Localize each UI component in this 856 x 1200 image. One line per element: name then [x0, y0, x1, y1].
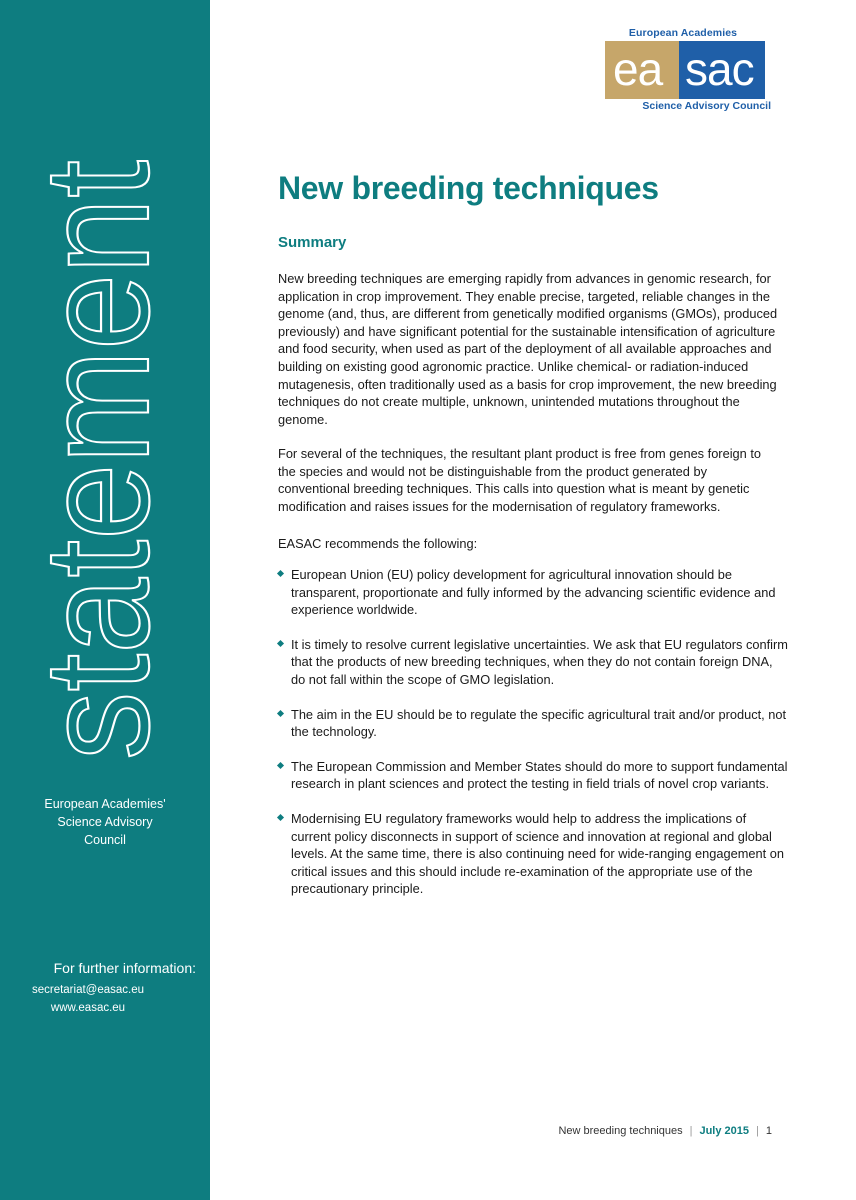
list-item-text: The aim in the EU should be to regulate the specific agricultural trait and/or product, not the technology. [291, 706, 787, 740]
page-title: New breeding techniques [278, 170, 659, 206]
list-item [278, 706, 788, 741]
page-footer [0, 1125, 772, 1137]
diamond-bullet-icon [277, 710, 284, 717]
logo-sac-text: sac [685, 43, 754, 95]
diamond-bullet-icon [277, 814, 284, 821]
list-item-text: The European Commission and Member States should do more to support fundamental research in plant sciences and protect the testing in field trials of novel crop variants. [291, 758, 788, 792]
recommendations-list [278, 566, 788, 915]
list-item [278, 636, 788, 689]
footer-doc-name: New breeding techniques [558, 1125, 683, 1137]
easac-logo [601, 27, 771, 113]
diamond-bullet-icon [277, 640, 284, 647]
list-item [278, 758, 788, 793]
recommendations-intro: EASAC recommends the following: [278, 536, 478, 551]
logo-bottom-text: Science Advisory Council [642, 100, 771, 112]
footer-separator: | [756, 1125, 759, 1137]
summary-paragraph-1: New breeding techniques are emerging rapidly from advances in genomic research, for application in crop improvement. They enable precise, targeted, reliable changes in the genome (and, thus, are different from genetically modified organisms (GMOs), produced previously) and have significant potential for the sustainable intensification of agriculture and food security, when used as part of the deployment of all available approaches and building on existing good agronomic practice. Unlike chemical- or radiation-induced mutagenesis, often traditionally used as a basis for crop improvement, the new breeding techniques do not create multiple, unknown, unintended mutations throughout the genome. [278, 271, 778, 427]
org-name-line-2: Science Advisory [57, 815, 153, 829]
contact-email[interactable]: secretariat@easac.eu [31, 984, 145, 996]
contact-website[interactable]: www.easac.eu [50, 1002, 126, 1014]
logo-ea-text: ea [613, 43, 663, 95]
statement-text: statement [12, 101, 180, 760]
sidebar-org-name [10, 795, 200, 849]
section-heading: Summary [278, 234, 347, 251]
statement-word [12, 101, 180, 765]
list-item-text: It is timely to resolve current legislative uncertainties. We ask that EU regulators confirm that the products of new breeding techniques, when they do not contain foreign DNA, do not fall within the scope of GMO legislation. [291, 636, 788, 687]
page-number: 1 [765, 1125, 772, 1137]
summary-paragraph-2: For several of the techniques, the resultant plant product is free from genes foreign to the species and would not be distinguishable from the product generated by conventional breeding techniques. This calls into question what is meant by genetic modification and raises issues for the modernisation of regulatory frameworks. [278, 446, 761, 514]
list-item [278, 566, 788, 619]
org-name-line-1: European Academies' [44, 797, 166, 811]
further-info-title: For further information: [53, 960, 196, 976]
diamond-bullet-icon [277, 570, 284, 577]
list-item-text: European Union (EU) policy development for agricultural innovation should be transparent, proportionate and fully informed by the advancing scientific evidence and experience worldwide. [291, 567, 776, 618]
diamond-bullet-icon [277, 762, 284, 769]
list-item-text: Modernising EU regulatory frameworks would help to address the implications of current policy disconnects in support of science and innovation at regional and global levels. At the same time, there is also continuing need for wide-ranging engagement on critical issues and this should include re-examination of the appropriate use of the precautionary principle. [291, 810, 784, 897]
logo-top-text: European Academies [628, 27, 738, 39]
footer-separator: | [689, 1125, 693, 1137]
footer-date: July 2015 [699, 1125, 750, 1137]
list-item [278, 810, 788, 898]
org-name-line-3: Council [84, 833, 126, 847]
